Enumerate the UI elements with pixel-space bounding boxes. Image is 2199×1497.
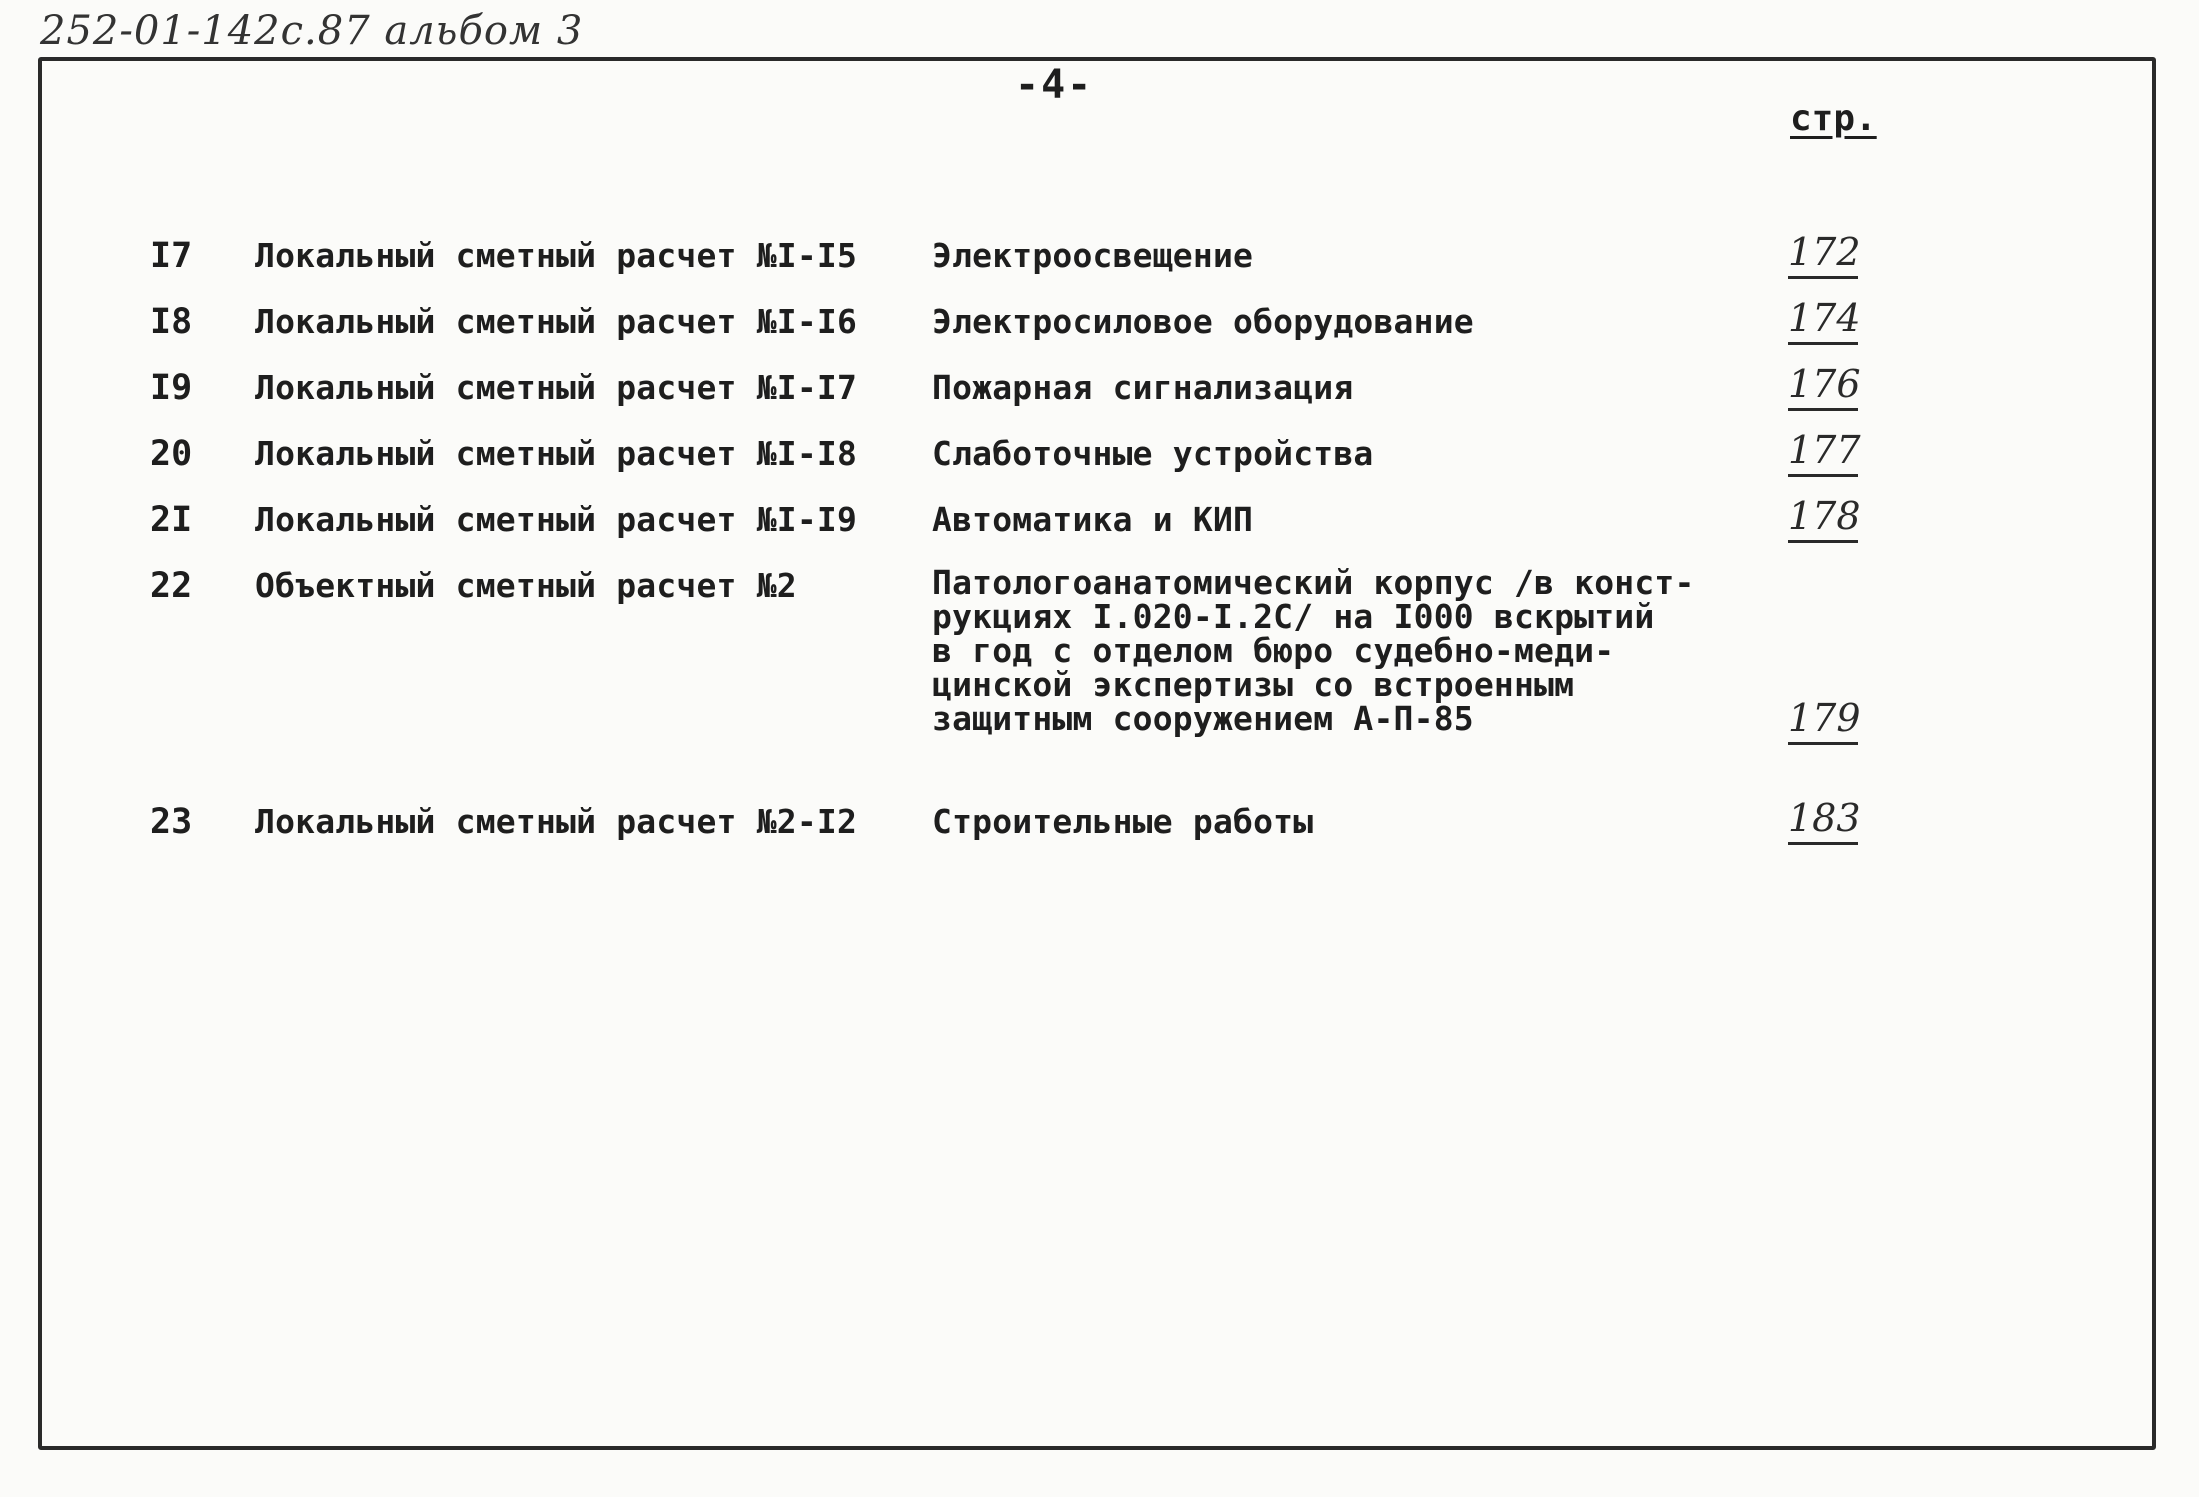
document-title: Локальный сметный расчет №I-I7 bbox=[255, 368, 858, 407]
handwritten-header-note: 252-01-142с.87 альбом 3 bbox=[40, 8, 584, 54]
item-number: 20 bbox=[150, 434, 193, 474]
document-title: Локальный сметный расчет №I-I5 bbox=[255, 236, 858, 275]
document-title: Локальный сметный расчет №I-I8 bbox=[255, 434, 858, 473]
item-number: 2I bbox=[150, 500, 193, 540]
item-number: 22 bbox=[150, 566, 193, 606]
description-line: цинской экспертизы со встроенным bbox=[932, 665, 1575, 704]
page-reference: 172 bbox=[1788, 230, 1858, 279]
page-number: -4- bbox=[1015, 62, 1094, 108]
page-reference: 174 bbox=[1788, 296, 1858, 345]
page-reference: 177 bbox=[1788, 428, 1858, 477]
document-title: Локальный сметный расчет №I-I9 bbox=[255, 500, 858, 539]
item-description: Электросиловое оборудование bbox=[932, 302, 1474, 341]
page-reference: 183 bbox=[1788, 796, 1858, 845]
document-title: Локальный сметный расчет №I-I6 bbox=[255, 302, 858, 341]
description-line: Патологоанатомический корпус /в конст- bbox=[932, 563, 1695, 602]
page-column-header: стр. bbox=[1790, 98, 1877, 139]
item-number: I7 bbox=[150, 236, 193, 276]
item-number: 23 bbox=[150, 802, 193, 842]
item-description: Слаботочные устройства bbox=[932, 434, 1374, 473]
description-line: рукциях I.020-I.2С/ на I000 вскрытий bbox=[932, 597, 1655, 636]
page-reference: 176 bbox=[1788, 362, 1858, 411]
description-line: защитным сооружением А-П-85 bbox=[932, 699, 1474, 738]
item-description: Автоматика и КИП bbox=[932, 500, 1254, 539]
item-description: Пожарная сигнализация bbox=[932, 368, 1354, 407]
page-reference: 179 bbox=[1788, 696, 1858, 745]
item-description: Строительные работы bbox=[932, 802, 1314, 841]
item-description bbox=[932, 563, 1695, 738]
description-line: в год с отделом бюро судебно-меди- bbox=[932, 631, 1615, 670]
item-number: I8 bbox=[150, 302, 193, 342]
item-description: Электроосвещение bbox=[932, 236, 1254, 275]
page-reference: 178 bbox=[1788, 494, 1858, 543]
document-title: Объектный сметный расчет №2 bbox=[255, 566, 797, 605]
document-title: Локальный сметный расчет №2-I2 bbox=[255, 802, 858, 841]
item-number: I9 bbox=[150, 368, 193, 408]
